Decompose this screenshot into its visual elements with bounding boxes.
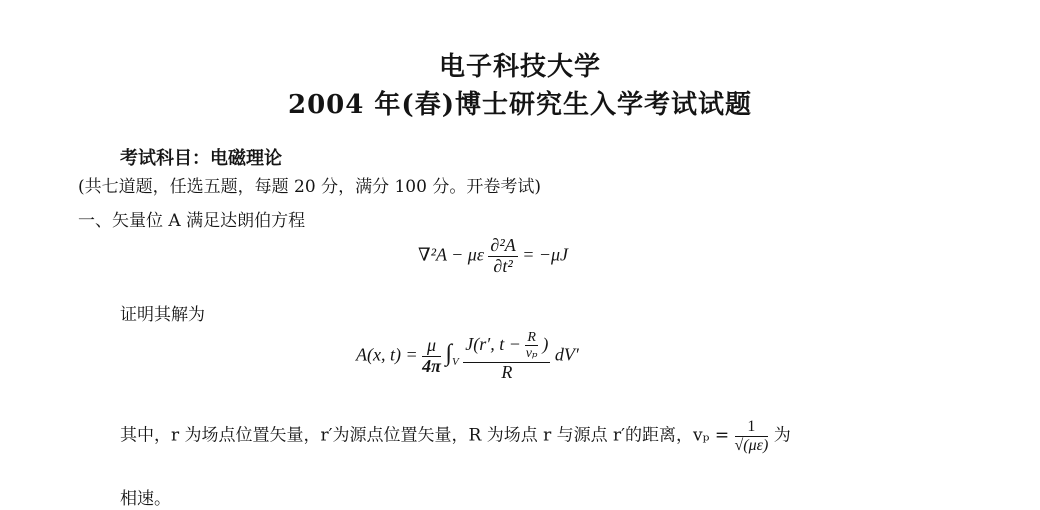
integrand-numerator — [463, 330, 550, 363]
coefficient-numerator: μ — [422, 336, 441, 357]
explanation-tail: 为 — [773, 425, 791, 446]
coefficient-fraction — [422, 336, 441, 377]
equation1-fraction — [488, 236, 517, 277]
exam-title: 2004 年(春)博士研究生入学考试试题 — [287, 90, 753, 120]
dalembert-equation — [418, 236, 568, 277]
university-title: 电子科技大学 — [438, 52, 601, 82]
equation1-rhs: = −μJ — [522, 244, 569, 265]
integral-subscript: V — [452, 356, 459, 369]
integral-sign: ∫ — [445, 340, 453, 367]
integrand-denominator: R — [501, 361, 513, 382]
coefficient-denominator: 4π — [422, 355, 441, 376]
volume-element: dV′ — [554, 344, 579, 365]
explanation-text: 其中，r 为场点位置矢量，r′为源点位置矢量，R 为场点 r 与源点 r′的距离，vₚ = — [120, 425, 730, 446]
integrand-close: ) — [542, 334, 549, 355]
integrand-func: J(r′, t − — [465, 334, 521, 355]
prove-text: 证明其解为 — [120, 305, 205, 325]
exam-subject: 考试科目：电磁理论 — [120, 148, 282, 169]
velocity-denominator: √(με) — [734, 436, 769, 454]
equation1-lhs: ∇²A − με — [418, 244, 484, 265]
question-number: 一、 — [78, 211, 112, 231]
retard-fraction — [525, 330, 538, 362]
equation1-numerator: ∂²A — [490, 235, 516, 255]
explanation-line — [120, 418, 791, 454]
solution-equation — [356, 330, 579, 383]
equation1-denominator: ∂t² — [493, 255, 513, 276]
retard-numerator: R — [527, 330, 536, 345]
final-text: 相速。 — [120, 489, 171, 509]
velocity-numerator: 1 — [735, 418, 769, 437]
integrand-fraction — [463, 330, 550, 383]
question-text: 矢量位 A 满足达朗伯方程 — [112, 211, 306, 231]
question-1-statement — [78, 206, 305, 231]
equation2-lhs: A(x, t) = — [356, 344, 418, 365]
velocity-fraction — [735, 418, 769, 454]
exam-instructions: (共七道题，任选五题，每题 20 分，满分 100 分。开卷考试) — [78, 177, 541, 197]
retard-denominator: vₚ — [525, 346, 538, 362]
